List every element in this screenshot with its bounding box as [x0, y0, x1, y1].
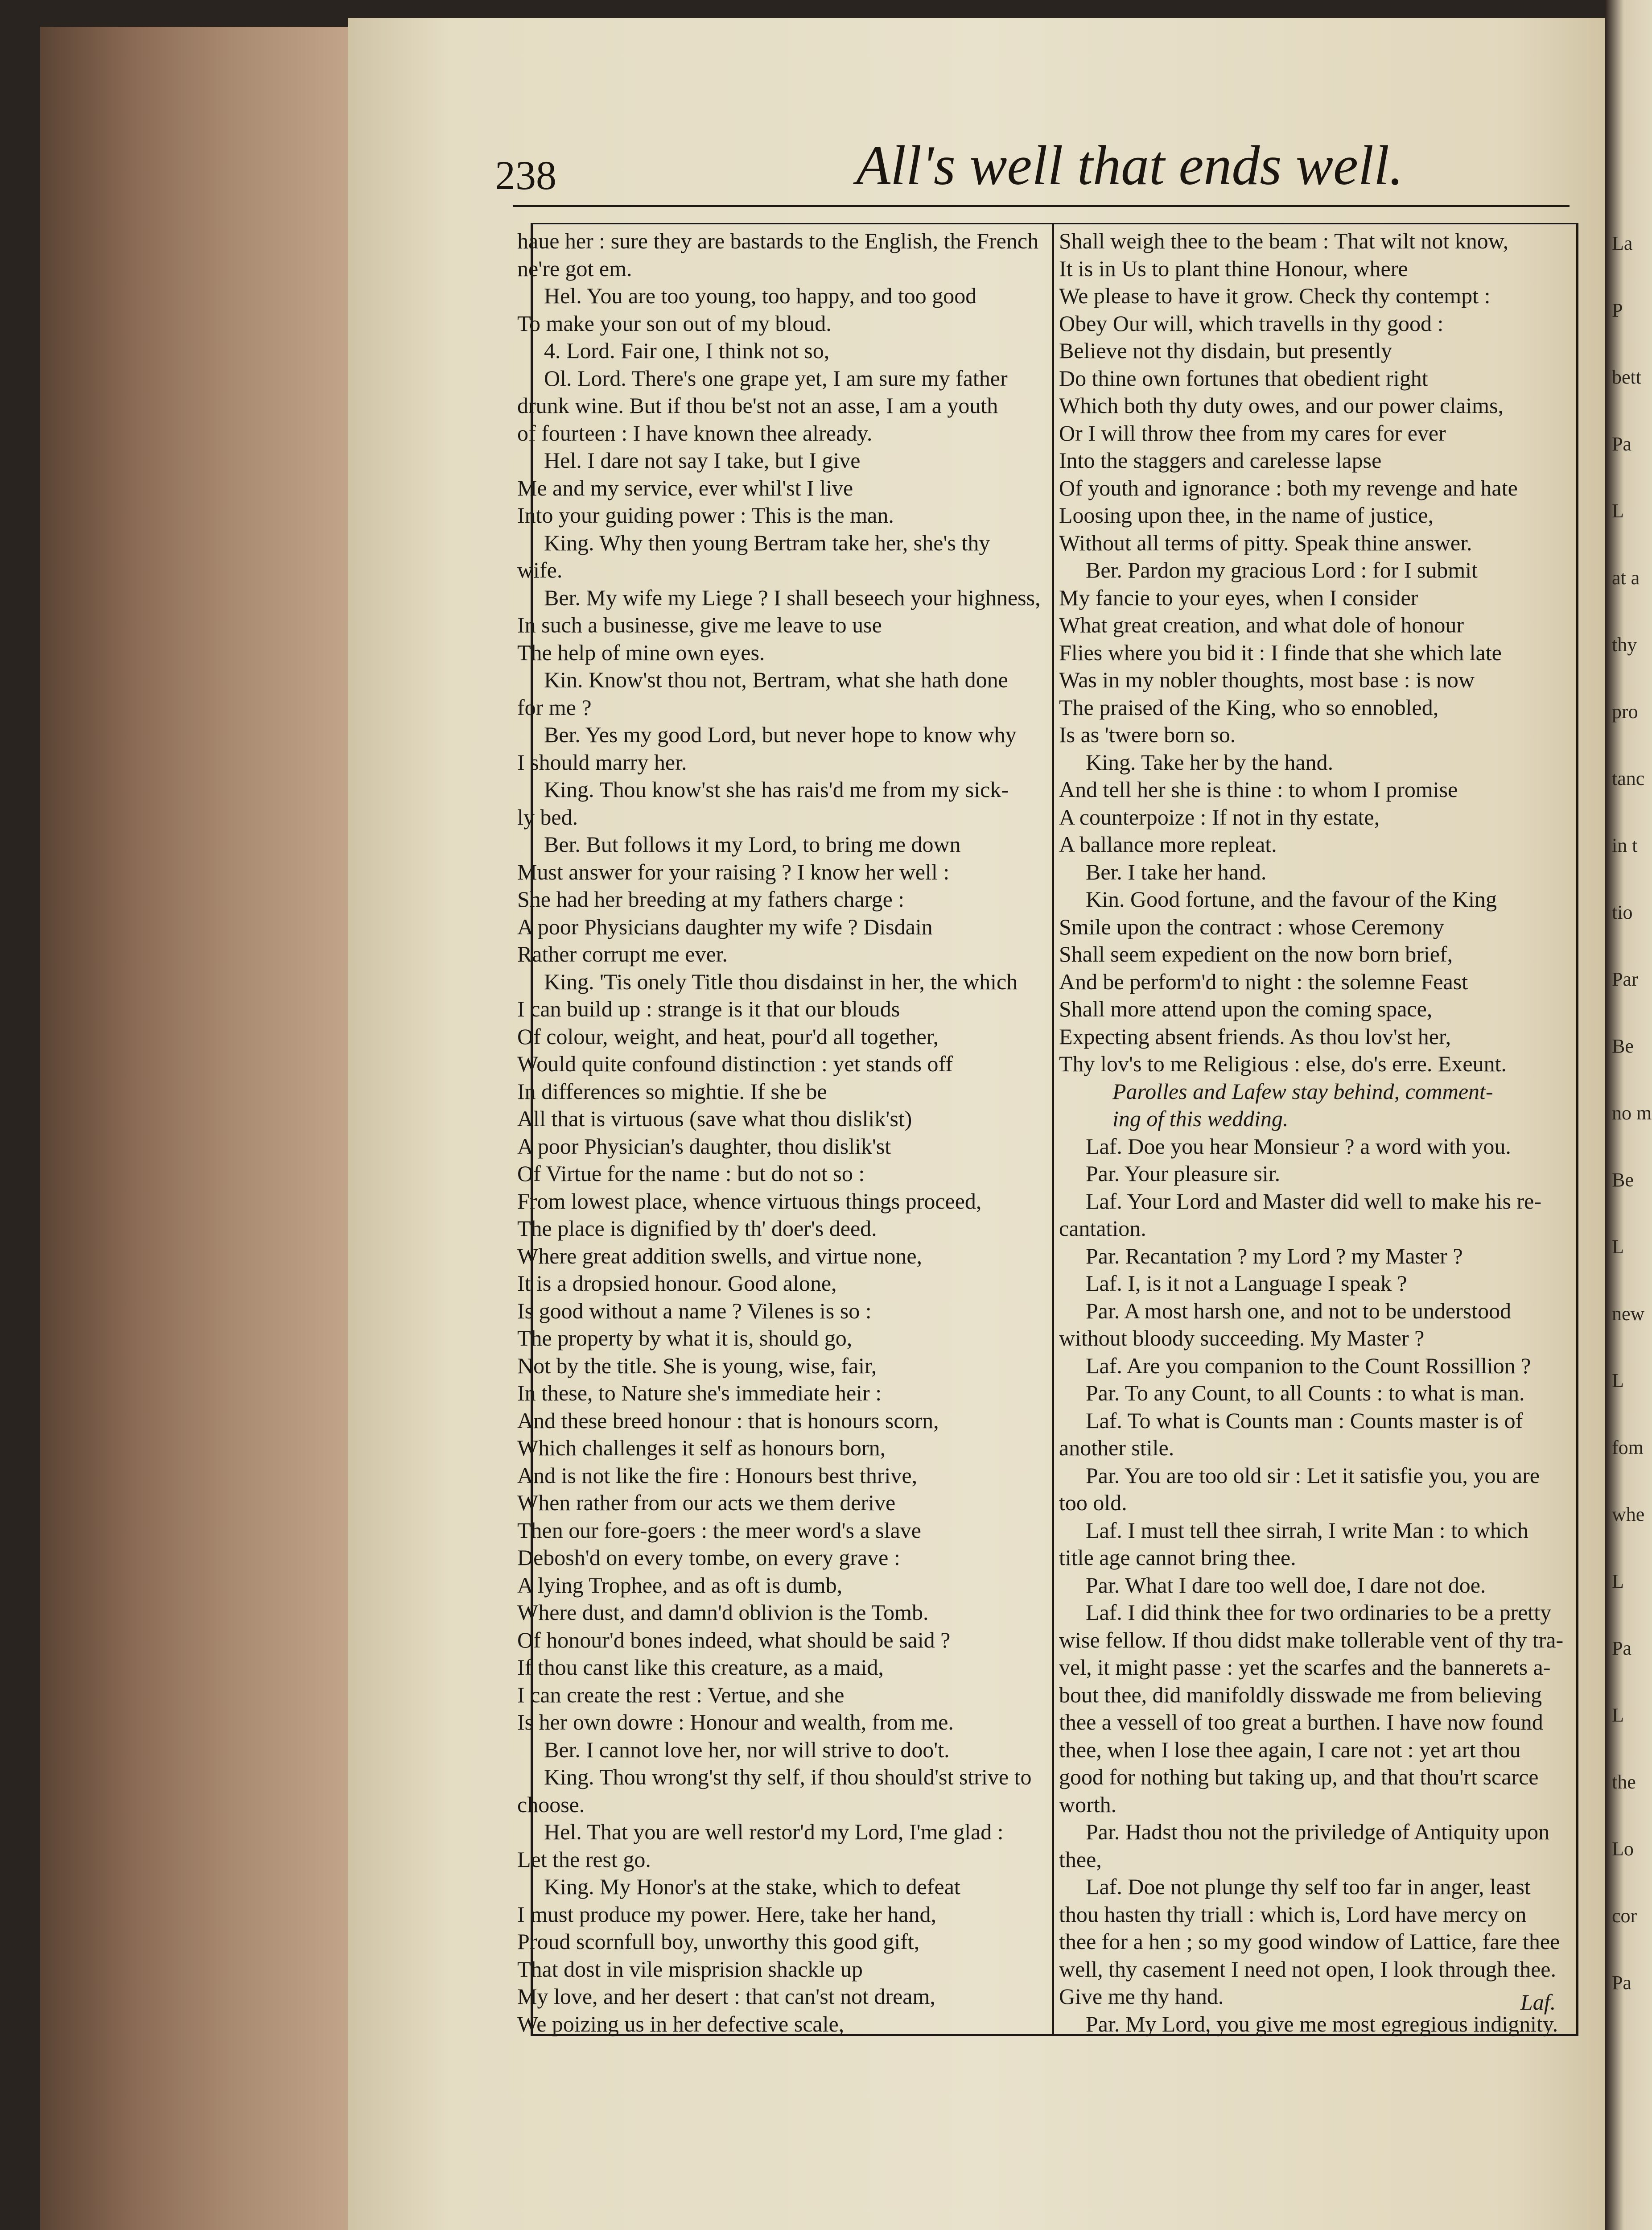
text-line: And is not like the fire : Honours best thrive, [517, 1462, 918, 1488]
text-line: Laf. I, is it not a Language I speak ? [1086, 1271, 1407, 1296]
text-line: And be perform'd to night : the solemne Feast [1059, 969, 1468, 994]
text-line: I can create the rest : Vertue, and she [517, 1682, 845, 1707]
text-line: Into the staggers and carelesse lapse [1059, 448, 1382, 473]
text-line: A counterpoize : If not in thy estate, [1059, 804, 1380, 830]
text-line: without bloody succeeding. My Master ? [1059, 1326, 1425, 1350]
facing-page-fragment: at a [1612, 567, 1640, 589]
text-line: Of honour'd bones indeed, what should be said ? [517, 1627, 951, 1652]
text-line: bout thee, did manifoldly disswade me from believing [1059, 1682, 1542, 1707]
text-line: The place is dignified by th' doer's deed. [517, 1216, 877, 1241]
text-line: Par. Hadst thou not the priviledge of Antiquity upon [1086, 1819, 1550, 1844]
text-line: Par. A most harsh one, and not to be understood [1086, 1298, 1512, 1323]
text-line: King. Thou know'st she has rais'd me from my sick- [544, 777, 1009, 802]
page-number: 238 [495, 153, 556, 198]
running-title: All's well that ends well. [856, 135, 1404, 197]
text-line: Ber. Yes my good Lord, but never hope to know why [544, 722, 1017, 747]
text-line: Laf. I did think thee for two ordinaries to be a pretty [1086, 1600, 1552, 1625]
text-line: Shall weigh thee to the beam : That wilt not know, [1059, 228, 1509, 253]
facing-page-fragment: Pa [1612, 1972, 1631, 1994]
text-line: Laf. I must tell thee sirrah, I write Man : to which [1086, 1517, 1528, 1543]
facing-page-fragment: thy [1612, 634, 1637, 656]
text-line: Then our fore-goers : the meer word's a slave [517, 1517, 921, 1543]
text-line: ing of this wedding. [1112, 1106, 1289, 1131]
text-line: for me ? [517, 694, 592, 720]
text-line: We please to have it grow. Check thy contempt : [1059, 283, 1491, 308]
text-line: drunk wine. But if thou be'st not an asse, I am a youth [517, 393, 998, 418]
facing-page-fragment: no m [1612, 1102, 1652, 1124]
facing-page-fragment: whe [1612, 1503, 1645, 1525]
facing-page-fragment: La [1612, 232, 1633, 254]
text-line: Smile upon the contract : whose Ceremony [1059, 914, 1444, 939]
text-line: What great creation, and what dole of honour [1059, 612, 1464, 637]
text-line: The praised of the King, who so ennobled, [1059, 694, 1439, 720]
facing-page-fragment: Pa [1612, 1637, 1631, 1659]
text-line: King. Thou wrong'st thy self, if thou should'st strive to [544, 1764, 1032, 1789]
text-line: Is her own dowre : Honour and wealth, from me. [517, 1710, 954, 1734]
text-line: King. Why then young Bertram take her, she's thy [544, 530, 990, 555]
text-line: King. My Honor's at the stake, which to defeat [544, 1874, 960, 1899]
text-line: Do thine own fortunes that obedient right [1059, 365, 1428, 391]
text-line: A poor Physicians daughter my wife ? Disdain [517, 914, 933, 939]
facing-page-fragment: L [1612, 1236, 1624, 1258]
text-line: From lowest place, whence virtuous things proceed, [517, 1188, 982, 1214]
text-line: wife. [517, 558, 563, 582]
text-line: The help of mine own eyes. [517, 640, 765, 665]
text-line: Not by the title. She is young, wise, fair, [517, 1353, 877, 1378]
facing-page-fragment: Par [1612, 968, 1638, 990]
facing-page-fragment: L [1612, 1370, 1624, 1392]
text-line: Would quite confound distinction : yet stands off [517, 1051, 953, 1076]
header-rule [513, 205, 1570, 207]
text-line: Ol. Lord. There's one grape yet, I am sure my father [544, 365, 1008, 391]
text-line: I should marry her. [517, 749, 687, 775]
text-line: Shall more attend upon the coming space, [1059, 996, 1433, 1021]
text-line: Let the rest go. [517, 1846, 651, 1872]
text-line: Shall seem expedient on the now born brief, [1059, 942, 1453, 966]
text-line: A lying Trophee, and as oft is dumb, [517, 1572, 843, 1598]
text-line: ly bed. [517, 804, 578, 830]
text-line: good for nothing but taking up, and that thou'rt scarce [1059, 1764, 1539, 1789]
text-line: Me and my service, ever whil'st I live [517, 475, 853, 500]
text-line: All that is virtuous (save what thou dislik'st) [517, 1106, 912, 1131]
text-line: Is as 'twere born so. [1059, 722, 1236, 747]
text-line: Of Virtue for the name : but do not so : [517, 1161, 865, 1186]
text-line: I can build up : strange is it that our blouds [517, 996, 900, 1021]
text-line: My fancie to your eyes, when I consider [1059, 585, 1418, 610]
text-line: Where dust, and damn'd oblivion is the Tomb. [517, 1600, 929, 1625]
text-line: too old. [1059, 1490, 1127, 1515]
text-line: Parolles and Lafew stay behind, comment- [1112, 1078, 1493, 1104]
facing-page-fragment: L [1612, 1570, 1624, 1592]
text-line: well, thy casement I need not open, I look through thee. [1059, 1956, 1556, 1982]
text-line: Par. To any Count, to all Counts : to what is man. [1086, 1380, 1525, 1405]
text-line: Hel. You are too young, too happy, and too good [544, 283, 977, 308]
text-line: And these breed honour : that is honours scorn, [517, 1408, 939, 1433]
facing-page-fragment: cor [1612, 1905, 1637, 1927]
text-line: Without all terms of pitty. Speak thine answer. [1059, 530, 1472, 555]
text-line: Par. What I dare too well doe, I dare not doe. [1086, 1572, 1486, 1598]
facing-page-fragment: new [1612, 1303, 1645, 1325]
facing-page-fragment: tio [1612, 901, 1633, 923]
text-line: Loosing upon thee, in the name of justice, [1059, 503, 1434, 528]
text-line: Obey Our will, which travells in thy good : [1059, 310, 1444, 336]
text-line: Into your guiding power : This is the man. [517, 503, 894, 528]
text-line: vel, it might passe : yet the scarfes and the bannerets a- [1059, 1655, 1551, 1680]
text-line: Believe not thy disdain, but presently [1059, 338, 1392, 363]
text-line: Rather corrupt me ever. [517, 942, 728, 966]
text-line: Par. Your pleasure sir. [1086, 1161, 1281, 1186]
text-line: It is a dropsied honour. Good alone, [517, 1271, 837, 1296]
text-line: Ber. I cannot love her, nor will strive to doo't. [544, 1737, 950, 1762]
text-line: I must produce my power. Here, take her hand, [517, 1901, 936, 1927]
text-line: Par. Recantation ? my Lord ? my Master ? [1086, 1243, 1463, 1268]
column-rule [1052, 223, 1054, 2034]
text-line: Laf. Doe not plunge thy self too far in anger, least [1086, 1874, 1531, 1899]
text-line: choose. [517, 1792, 585, 1817]
facing-page-fragment: fom [1612, 1437, 1644, 1458]
text-line: Of colour, weight, and heat, pour'd all together, [517, 1024, 939, 1049]
text-line: Give me thy hand. [1059, 1984, 1224, 2009]
text-line: ne're got em. [517, 256, 632, 281]
text-line: of fourteen : I have known thee already. [517, 420, 873, 446]
text-line: The property by what it is, should go, [517, 1326, 853, 1350]
catchword: Laf. [1520, 1990, 1556, 2015]
text-line: Is good without a name ? Vilenes is so : [517, 1298, 872, 1323]
text-line: Laf. Doe you hear Monsieur ? a word with you. [1086, 1133, 1511, 1159]
text-line: My love, and her desert : that can'st not dream, [517, 1984, 935, 2009]
text-line: worth. [1059, 1792, 1117, 1817]
text-line: Laf. To what is Counts man : Counts master is of [1086, 1408, 1523, 1433]
text-line: When rather from our acts we them derive [517, 1490, 896, 1515]
facing-page-fragment: Pa [1612, 433, 1631, 455]
text-line: Which challenges it self as honours born, [517, 1435, 886, 1460]
right-column [1059, 227, 1574, 2038]
text-line: another stile. [1059, 1435, 1174, 1460]
facing-page-fragment: Lo [1612, 1838, 1634, 1860]
book-edge [40, 27, 352, 2230]
text-line: And tell her she is thine : to whom I promise [1059, 777, 1458, 802]
facing-page-fragment: the [1612, 1771, 1636, 1793]
text-line: King. 'Tis onely Title thou disdainst in her, the which [544, 969, 1018, 994]
facing-page-fragment: L [1612, 1704, 1624, 1726]
text-line: In differences so mightie. If she be [517, 1078, 827, 1104]
text-line: Proud scornfull boy, unworthy this good gift, [517, 1929, 920, 1954]
text-line: To make your son out of my bloud. [517, 310, 832, 336]
text-line: She had her breeding at my fathers charge : [517, 887, 905, 912]
left-column [517, 227, 1048, 2038]
text-line: thee for a hen ; so my good window of Lattice, fare thee [1059, 1929, 1560, 1954]
facing-page-fragment: P [1612, 299, 1623, 321]
text-line: Laf. Your Lord and Master did well to make his re- [1086, 1188, 1541, 1214]
text-line: cantation. [1059, 1216, 1146, 1241]
text-line: Debosh'd on every tombe, on every grave : [517, 1545, 900, 1570]
text-line: Where great addition swells, and virtue none, [517, 1243, 923, 1268]
text-line: Kin. Good fortune, and the favour of the King [1086, 887, 1497, 912]
text-line: Must answer for your raising ? I know her well : [517, 859, 950, 884]
text-line: Ber. I take her hand. [1086, 859, 1267, 884]
text-line: Kin. Know'st thou not, Bertram, what she hath done [544, 667, 1008, 692]
text-line: We poizing us in her defective scale, [517, 2011, 845, 2036]
text-line: Par. You are too old sir : Let it satisfie you, you are [1086, 1462, 1540, 1488]
facing-page-fragment: L [1612, 500, 1624, 522]
text-line: title age cannot bring thee. [1059, 1545, 1296, 1570]
text-line: wise fellow. If thou didst make tollerable vent of thy tra- [1059, 1627, 1564, 1652]
text-line: 4. Lord. Fair one, I think not so, [544, 338, 830, 363]
text-line: If thou canst like this creature, as a maid, [517, 1655, 884, 1680]
facing-page-fragment: Be [1612, 1035, 1634, 1057]
facing-page-fragment: pro [1612, 701, 1638, 723]
text-line: A ballance more repleat. [1059, 832, 1277, 857]
text-line: Ber. Pardon my gracious Lord : for I submit [1086, 558, 1478, 582]
text-line: That dost in vile misprision shackle up [517, 1956, 863, 1982]
text-line: thee, when I lose thee again, I care not : yet art thou [1059, 1737, 1521, 1762]
facing-page-fragment: Be [1612, 1169, 1634, 1191]
text-line: Ber. My wife my Liege ? I shall beseech your highness, [544, 585, 1041, 610]
text-line: In these, to Nature she's immediate heir : [517, 1380, 882, 1405]
text-line: thee a vessell of too great a burthen. I have now found [1059, 1710, 1543, 1734]
text-line: Par. My Lord, you give me most egregious indignity. [1086, 2011, 1558, 2036]
text-line: thou hasten thy triall : which is, Lord have mercy on [1059, 1901, 1527, 1927]
facing-page-fragment: in t [1612, 834, 1638, 856]
text-line: Thy lov's to me Religious : else, do's erre. Exeunt. [1059, 1051, 1507, 1076]
text-line: Which both thy duty owes, and our power claims, [1059, 393, 1504, 418]
text-line: Was in my nobler thoughts, most base : is now [1059, 667, 1475, 692]
text-line: A poor Physician's daughter, thou dislik'st [517, 1133, 891, 1159]
text-line: haue her : sure they are bastards to the English, the French [517, 228, 1039, 253]
text-line: King. Take her by the hand. [1086, 749, 1334, 775]
text-line: Laf. Are you companion to the Count Rossillion ? [1086, 1353, 1531, 1378]
facing-page-fragment: bett [1612, 366, 1641, 388]
text-line: thee, [1059, 1846, 1102, 1872]
text-line: It is in Us to plant thine Honour, where [1059, 256, 1408, 281]
text-line: Expecting absent friends. As thou lov'st her, [1059, 1024, 1451, 1049]
facing-page-fragment: tanc [1612, 768, 1645, 789]
text-line: Ber. But follows it my Lord, to bring me down [544, 832, 961, 857]
text-line: Or I will throw thee from my cares for ever [1059, 420, 1446, 446]
text-line: In such a businesse, give me leave to use [517, 612, 882, 637]
text-line: Hel. I dare not say I take, but I give [544, 448, 861, 473]
text-line: Flies where you bid it : I finde that she which late [1059, 640, 1502, 665]
text-line: Of youth and ignorance : both my revenge and hate [1059, 475, 1518, 500]
text-line: Hel. That you are well restor'd my Lord, I'me glad : [544, 1819, 1004, 1844]
